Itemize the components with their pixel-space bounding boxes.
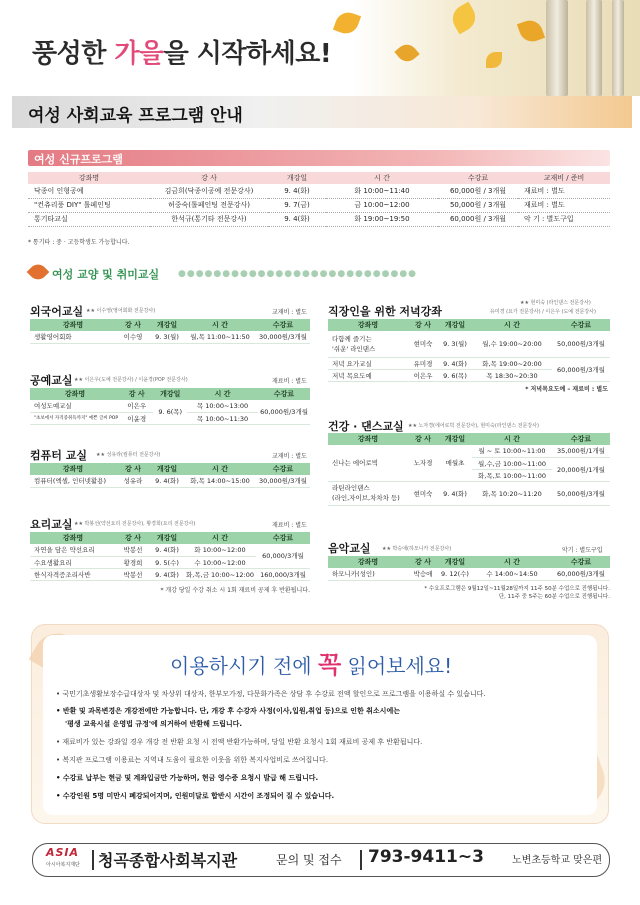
music-class-meta: ★★ 박승애(하모니카 전문강사) [382,546,452,552]
notice-item: • 수강료 납부는 현금 및 계좌입금만 가능하며, 현금 영수증 요청시 발급 해 드립니다. [56,774,319,782]
table-cell: 화,목 19:00~20:00 [472,357,552,369]
table-cell: 재료비 : 별도 [518,184,610,198]
new-programs-table [28,172,610,227]
table-cell: 닥종이 인형공예 [28,184,150,198]
notice-item: • 국민기초생활보장수급대상자 및 차상위 대상자, 한부모가정, 다문화가족은 상담 후 수강료 전액 할인으로 프로그램을 이용하실 수 있습니다. [56,690,486,698]
contact-label: 문의 및 접수 [276,853,342,867]
maple-leaf-icon [448,2,481,35]
table-cell: 9. 4(화) [268,184,326,198]
table-cell: "초보에서 자격증취득까지" 예쁜 글씨 POP [30,412,120,424]
cooking-note: * 개강 당일 수강 취소 시 1회 재료비 공제 후 반환됩니다. [160,587,310,594]
table-cell: 매월초 [438,445,472,481]
column-header: 개강일 [438,556,472,568]
table-cell: 60,000원/3개월 [258,400,310,424]
table-row [28,184,610,198]
table-row [30,568,310,580]
table-cell: 9. 4(화) [150,544,184,556]
table-cell: 이윤경 [120,412,153,424]
table-cell: "컨츄리풍 DIY" 톨페인팅 [28,198,150,212]
table-cell: 화 10:00~12:00 [184,544,256,556]
page-headline: 풍성한 가을을 시작하세요! [32,39,332,69]
craft-table [30,388,310,425]
table-cell: 20,000원/1개월 [552,457,610,481]
craft-class-meta: ★★ 이은우(도예 전문강사) / 이윤경(POP 전문강사) [74,377,188,383]
working-class-meta2: 유미경 (요가 전문강사) / 이은우 (도예 전문강사) [490,309,596,315]
table-cell: 화 10:00~11:40 [326,184,438,198]
table-cell: 목 10:00~11:30 [187,412,258,424]
cooking-class-material: 재료비 : 별도 [272,522,307,529]
music-class-material: 악기 : 별도구입 [562,547,603,554]
location-text: 노변초등학교 맞은편 [512,855,603,866]
table-cell: 9. 5(수) [150,556,184,568]
foreign-class-meta: ★★ 이수영(영어회화 전문강사) [86,308,156,314]
table-cell: 9. 12(수) [438,568,472,580]
table-cell: 50,000원/3개월 [552,331,610,357]
table-cell: 한식자격증조리사반 [30,568,116,580]
table-cell: 한석규(통기타 전문강사) [150,212,268,226]
table-cell: 박봉선 [116,568,150,580]
working-class-title: 직장인을 위한 저녁강좌 [328,305,442,318]
table-cell: 현미숙 [408,481,438,505]
table-cell: 160,000/3개월 [256,568,310,580]
maple-leaf-icon [486,52,502,68]
table-cell: 수 10:00~12:00 [184,556,256,568]
working-note: * 저녁목요도예 – 재료비 : 별도 [525,386,608,393]
table-cell: 화,목,금 10:00~12:00 [184,568,256,580]
computer-class-title: 컴퓨터 교실 [30,449,87,462]
music-table-wrap [328,556,610,581]
page-subtitle: 여성 사회교육 프로그램 안내 [28,106,243,126]
contact-phone[interactable]: 793-9411~3 [368,847,484,867]
table-cell: 9. 4(화) [438,481,472,505]
column-header: 강좌명 [30,463,116,475]
table-cell: 현미숙 [408,331,438,357]
column-header: 개강일 [150,319,184,331]
table-cell: 50,000원 / 3개월 [438,198,518,212]
column-header: 시 간 [184,532,256,544]
craft-table-wrap [30,388,310,425]
music-table [328,556,610,581]
column-header: 개강일 [150,463,184,475]
table-cell: 60,000/3개월 [256,544,310,568]
notice-item: • 복지관 프로그램 이용료는 지역내 도움이 필요한 이웃을 위한 복지사업비로 쓰여집니다. [56,756,329,764]
tree-trunk-image [586,0,602,96]
table-cell: 목 10:00~13:00 [187,400,258,412]
maple-leaf-icon [333,9,361,37]
table-cell: 9. 4(화) [438,357,472,369]
organization-name: 청곡종합사회복지관 [98,851,238,870]
table-cell: 9. 7(금) [268,198,326,212]
table-cell [328,331,408,357]
footer-divider [360,850,362,870]
column-header: 시 간 [472,556,552,568]
table-cell: 재료비 : 별도 [518,198,610,212]
table-cell: 월,수,금 10:00~11:00 [472,457,552,469]
logo-text: ASIA [46,846,80,859]
column-header: 시 간 [472,433,552,445]
notice-list [56,686,576,804]
computer-class-material: 교재비 : 별도 [272,453,307,460]
table-row [328,331,610,357]
column-header: 수강료 [552,556,610,568]
cooking-class-title: 요리교실 [30,518,73,531]
column-header: 교재비 / 준비 [518,172,610,184]
column-header: 개강일 [438,319,472,331]
music-note-1: * 수요프로그램은 9월12일~11월28일까지 11주 50분 수업으로 진행됩니다. [424,586,610,592]
course-name-line: 라틴라인댄스 [332,484,370,492]
notice-item: • 재료비가 있는 강좌일 경우 개강 전 반환 요청 시 전액 반환가능하며, 당일 반환 요청시 1회 재료비 공제 후 반환됩니다. [56,738,423,746]
table-cell: 하모니카(성인) [328,568,408,580]
table-row [328,481,610,505]
table-row [328,357,610,369]
column-header: 개강일 [153,388,187,400]
cooking-table [30,532,310,581]
column-header: 강좌명 [30,319,116,331]
column-header: 수강료 [552,433,610,445]
column-header: 강좌명 [30,388,120,400]
foreign-table-wrap [30,319,310,344]
column-header: 강 사 [116,532,150,544]
logo-subtext: 아시아복지재단 [46,862,80,868]
table-cell: 월,목 11:00~11:50 [184,331,256,343]
table-row [30,400,310,412]
table-cell: 35,000원/1개월 [552,445,610,457]
table-row [28,212,610,226]
column-header: 시 간 [472,319,552,331]
table-cell [328,481,408,505]
table-cell: 9. 4(화) [150,475,184,487]
table-cell: 성유라 [116,475,150,487]
column-header: 강 사 [408,319,438,331]
table-cell: 황경희 [116,556,150,568]
column-header: 강 사 [150,172,268,184]
table-cell: 화,목,토 10:00~11:00 [472,469,552,481]
table-cell: 60,000원/3개월 [552,357,610,381]
table-cell: 컴퓨터(엑셀, 인터넷활용) [30,475,116,487]
table-cell: 30,000원/3개월 [256,475,310,487]
table-row [328,568,610,580]
table-cell: 50,000원/3개월 [552,481,610,505]
table-cell: 통기타교실 [28,212,150,226]
table-cell: 수 14:00~14:50 [472,568,552,580]
table-cell: 9. 6(목) [438,369,472,381]
column-header: 강 사 [116,463,150,475]
column-header: 강좌명 [328,319,408,331]
table-row [328,445,610,457]
column-header: 강 사 [408,433,438,445]
music-note-2: 단, 11주 중 5주는 60분 수업으로 진행됩니다. [498,594,610,600]
table-cell: 노자경 [408,445,438,481]
column-header: 시 간 [184,319,256,331]
column-header: 강 사 [116,319,150,331]
dotted-divider: ●●●●●●●●●●●●●●●●●●●●●●●●●●● [178,269,418,279]
column-header: 시 간 [326,172,438,184]
table-cell: 김금희(닥종이공예 전문강사) [150,184,268,198]
notice-item: • 반환 및 과목변경은 개강전에만 가능합니다. 단, 개강 후 수강자 사정(이사,입원,취업 등)으로 인한 취소시에는 '평생 교육시설 운영법 규정'에 의거하여 반환해 드립니다. [56,707,400,728]
course-name-line: (라인,자이브,차차차 등) [332,494,400,502]
working-table [328,319,610,382]
table-cell: 화 19:00~19:50 [326,212,438,226]
table-cell: 저녁 목요도예 [328,369,408,381]
craft-class-material: 재료비 : 별도 [272,378,307,385]
foreign-class-title: 외국어교실 [30,305,84,318]
table-cell: 이은우 [120,400,153,412]
table-cell: 월,수 19:00~20:00 [472,331,552,357]
column-header: 개강일 [438,433,472,445]
computer-class-meta: ★★ 성유라(컴퓨터 전문강사) [96,452,161,458]
table-cell: 박승애 [408,568,438,580]
computer-table [30,463,310,488]
table-cell: 9. 6(목) [153,400,187,424]
health-table-wrap [328,433,610,506]
table-cell: 9. 3(월) [438,331,472,357]
course-name-line: '쉬운' 라인댄스 [332,344,376,353]
foreign-table [30,319,310,344]
health-class-meta: ★★ 노자경(에어로빅 전문강사), 현미숙(라인댄스 전문강사) [408,423,539,429]
table-cell: 화,목 14:00~15:00 [184,475,256,487]
column-header: 개강일 [268,172,326,184]
tree-trunk-image [546,0,568,96]
column-header: 시 간 [187,388,258,400]
cooking-table-wrap [30,532,310,581]
column-header: 시 간 [184,463,256,475]
column-header: 수강료 [256,532,310,544]
column-header: 강좌명 [28,172,150,184]
column-header: 수강료 [438,172,518,184]
craft-class-title: 공예교실 [30,374,73,387]
column-header: 강좌명 [328,433,408,445]
health-table [328,433,610,506]
working-class-meta1: ★★ 현미숙 (라인댄스 전문강사) [520,300,591,306]
table-row [30,331,310,343]
table-cell: 60,000원/3개월 [552,568,610,580]
notice-item: • 수강인원 5명 미만시 폐강되어지며, 인원미달로 합반시 시간이 조정되어 질 수 있습니다. [56,792,335,800]
course-name-line: 다함께 즐기는 [332,334,372,343]
table-cell: 허중숙(톨페인팅 전문강사) [150,198,268,212]
table-cell: 여성도예교실 [30,400,120,412]
table-cell: 금 10:00~12:00 [326,198,438,212]
table-row [28,198,610,212]
table-cell: 이수영 [116,331,150,343]
table-cell: 신나는 에어로빅 [328,445,408,481]
column-header: 수강료 [258,388,310,400]
new-programs-table-wrap [28,172,610,227]
organization-logo [46,846,98,874]
column-header: 강좌명 [30,532,116,544]
column-header: 강 사 [120,388,153,400]
table-cell: 수요생활요리 [30,556,116,568]
table-cell: 9. 4(화) [150,568,184,580]
new-programs-note: * 통기타 : 중 · 고등학생도 가능합니다. [28,239,130,246]
culture-section-title: 여성 교양 및 취미교실 [52,268,160,281]
new-programs-title: 여성 신규프로그램 [34,153,123,166]
maple-leaf-icon [517,17,545,45]
table-row [30,544,310,556]
music-class-title: 음악교실 [328,542,371,555]
table-cell: 화,목 10:20~11:20 [472,481,552,505]
maple-leaf-icon [27,261,50,284]
column-header: 강 사 [408,556,438,568]
table-cell: 악 기 : 별도구입 [518,212,610,226]
foreign-class-material: 교재비 : 별도 [272,309,307,316]
column-header: 수강료 [256,463,310,475]
table-cell: 박봉선 [116,544,150,556]
table-cell: 유미경 [408,357,438,369]
table-header-row [28,172,610,184]
table-cell: 월 ~ 토 10:00~11:00 [472,445,552,457]
cooking-class-meta: ★★ 박봉선(약선요리 전문강사), 황경희(요리 전문강사) [74,521,196,527]
table-cell: 이은우 [408,369,438,381]
table-cell: 30,000원/3개월 [256,331,310,343]
table-cell: 목 18:30~20:30 [472,369,552,381]
column-header: 수강료 [552,319,610,331]
table-cell: 60,000원 / 3개월 [438,184,518,198]
computer-table-wrap [30,463,310,488]
maple-leaf-icon [394,40,419,65]
table-cell: 저녁 요가교실 [328,357,408,369]
notice-title: 이용하시기 전에 꼭 읽어보세요! [170,651,453,679]
working-table-wrap [328,319,610,382]
footer-divider [92,850,94,870]
table-cell: 생활영어회화 [30,331,116,343]
table-cell: 60,000원 / 3개월 [438,212,518,226]
tree-trunk-image [612,0,624,96]
column-header: 개강일 [150,532,184,544]
table-cell: 자연을 담은 약선요리 [30,544,116,556]
column-header: 수강료 [256,319,310,331]
table-cell: 9. 3(월) [150,331,184,343]
table-row [30,475,310,487]
health-class-title: 건강 · 댄스교실 [328,420,404,433]
column-header: 강좌명 [328,556,408,568]
table-cell: 9. 4(화) [268,212,326,226]
